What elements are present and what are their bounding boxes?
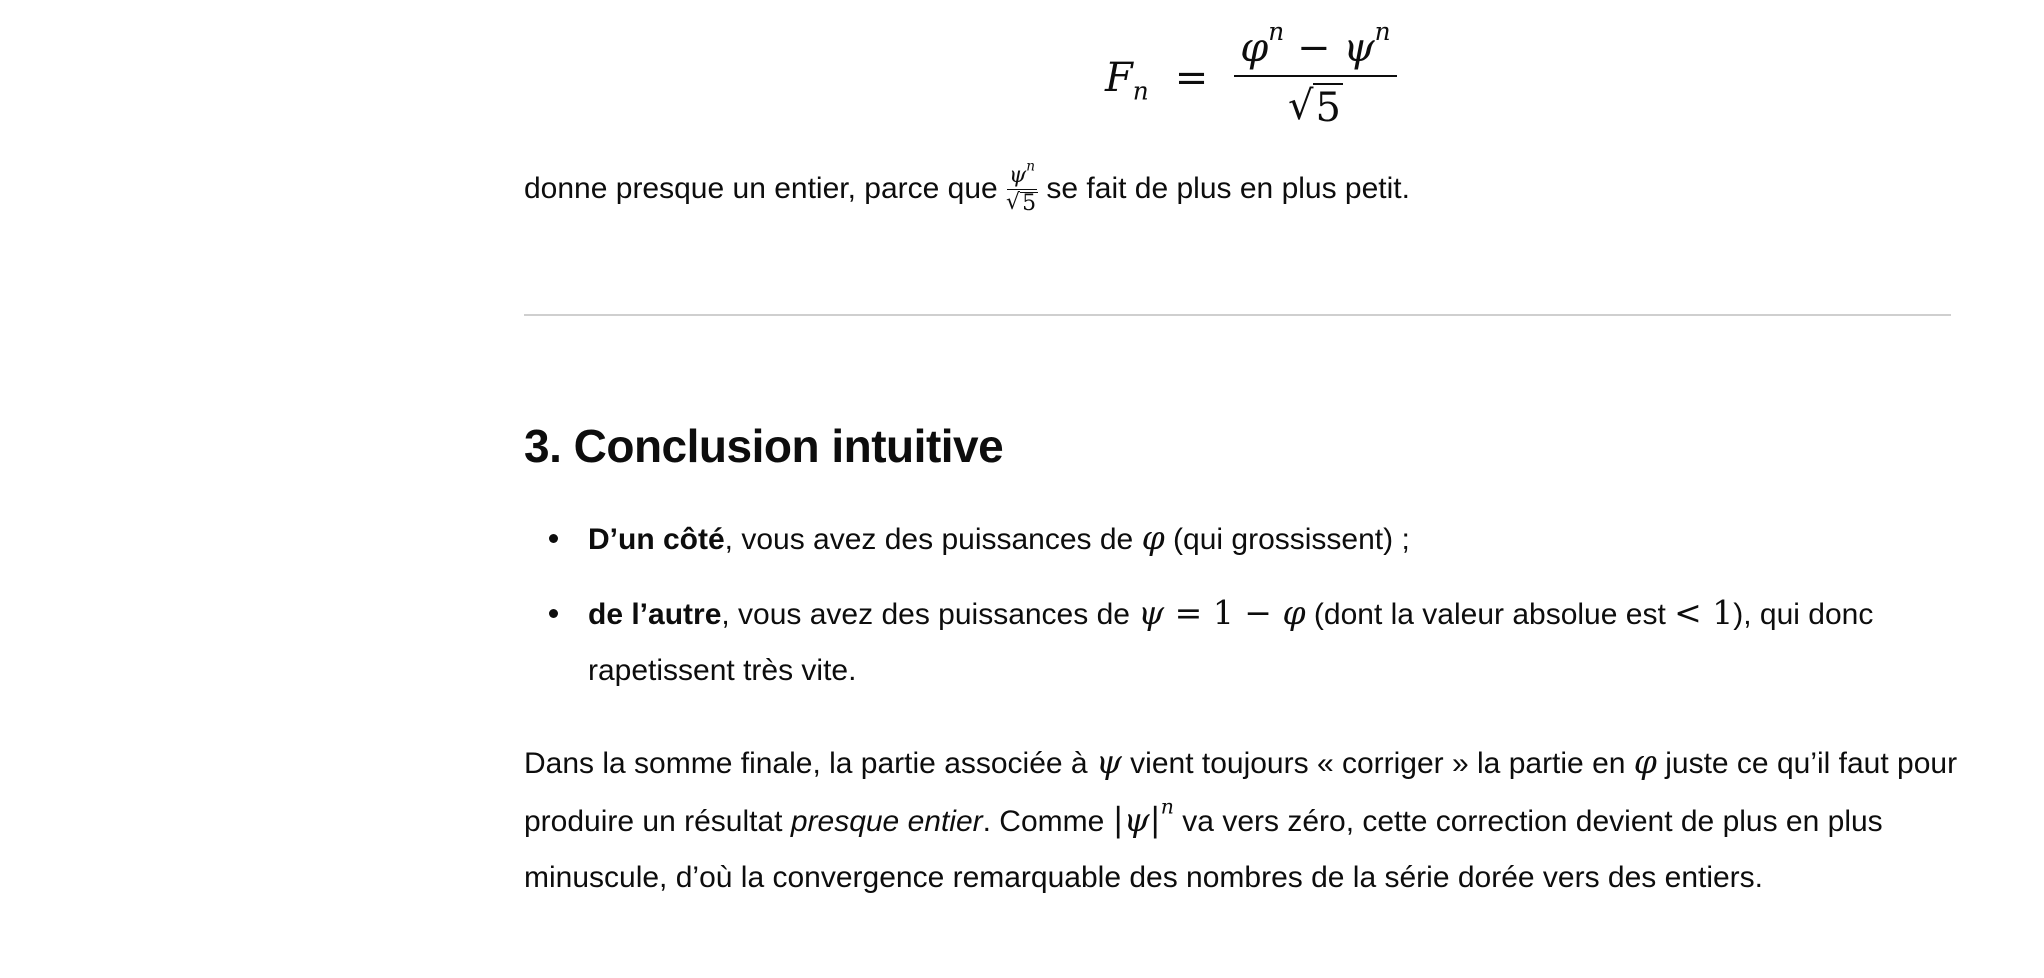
fraction-numerator: $\varphi^n - \psi^n$	[1234, 25, 1396, 77]
inline-fraction: $\psi^n$ √ 5	[1006, 158, 1037, 217]
equation-fraction	[1234, 16, 1396, 131]
bullet-icon	[549, 609, 558, 618]
section-heading: 3. Conclusion intuitive	[524, 420, 1004, 472]
bullet-icon	[549, 534, 558, 543]
list-item: de l’autre, vous avez des puissances de ψ = 1 − φ (dont la valeur absolue est < 1), qui donc rapetissent très vite.	[524, 585, 1964, 699]
section-divider	[524, 314, 1951, 316]
square-root: √ 5	[1287, 83, 1341, 131]
display-equation	[1105, 16, 1397, 134]
fraction-denominator	[1288, 77, 1343, 131]
list-item: D’un côté, vous avez des puissances de φ (qui grossissent) ;	[524, 510, 1964, 568]
equation-explanation: donne presque un entier, parce que $\psi^n$ √ 5 se fait de plus en plus petit.	[524, 158, 1410, 217]
conclusion-paragraph: Dans la somme finale, la partie associée à ψ vient toujours « corriger » la partie en φ juste ce qu’il faut pour produire un résultat presque entier. Comme $|\psi|^n$ va vers zéro, cette correction devient de plus en plus minuscule, d’où la convergence remarquable des nombres de la série dorée vers des entiers.	[524, 742, 1958, 894]
equation-lhs: $F_n$	[1105, 55, 1149, 106]
bullet-list	[524, 510, 1964, 716]
equals-sign: =	[1174, 55, 1209, 101]
